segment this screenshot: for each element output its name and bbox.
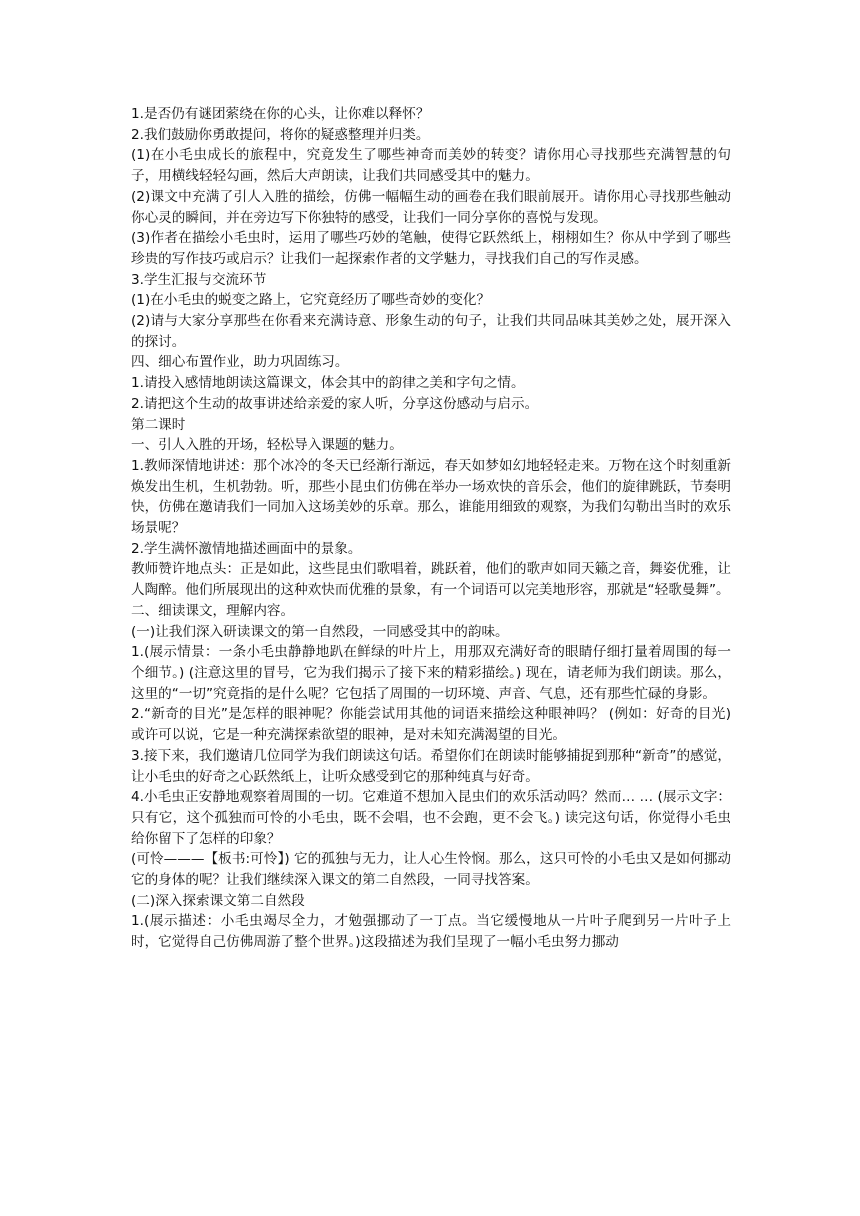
lesson-heading: 第二课时 <box>131 416 186 433</box>
paragraph: (1)在小毛虫成长的旅程中，究竟发生了哪些神奇而美妙的转变？请你用心寻找那些充满智慧的句子，用横线轻轻勾画，然后大声朗读，让我们共同感受其中的魅力。 <box>131 147 731 185</box>
document-page <box>131 104 731 953</box>
paragraph: (3)作者在描绘小毛虫时，运用了哪些巧妙的笔触，使得它跃然纸上，栩栩如生？你从中学到了哪些珍贵的写作技巧或启示？让我们一起探索作者的文学魅力，寻找我们自己的写作灵感。 <box>131 230 731 267</box>
paragraph: (可怜———【板书:可怜】) 它的孤独与无力，让人心生怜悯。那么，这只可怜的小毛虫又是如何挪动它的身体的呢？让我们继续深入课文的第二自然段，一同寻找答案。 <box>131 851 731 889</box>
paragraph: 1.(展示描述：小毛虫竭尽全力，才勉强挪动了一丁点。当它缓慢地从一片叶子爬到另一片叶子上时，它觉得自己仿佛周游了整个世界。)这段描述为我们呈现了一幅小毛虫努力挪动 <box>131 913 731 951</box>
paragraph: (2)课文中充满了引人入胜的描绘，仿佛一幅幅生动的画卷在我们眼前展开。请你用心寻找那些触动你心灵的瞬间，并在旁边写下你独特的感受，让我们一同分享你的喜悦与发现。 <box>131 188 731 226</box>
subsection-heading: (二)深入探索课文第二自然段 <box>131 892 305 909</box>
paragraph: 4.小毛虫正安静地观察着周围的一切。它难道不想加入昆虫们的欢乐活动吗？然而… … (展示文字：只有它，这个孤独而可怜的小毛虫，既不会唱，也不会跑，更不会飞。) 读完这句话，你觉得小毛虫给你留下了怎样的印象？ <box>131 789 731 847</box>
section-heading: 一、引人入胜的开场，轻松导入课题的魅力。 <box>131 437 403 454</box>
section-heading: 3.学生汇报与交流环节 <box>131 271 267 288</box>
subsection-heading: (一)让我们深入研读课文的第一自然段，一同感受其中的韵味。 <box>131 623 509 640</box>
paragraph: 3.接下来，我们邀请几位同学为我们朗读这句话。希望你们在朗读时能够捕捉到那种“新奇”的感觉，让小毛虫的好奇之心跃然纸上，让听众感受到它的那种纯真与好奇。 <box>131 747 731 785</box>
section-heading: 二、细读课文，理解内容。 <box>131 602 295 619</box>
paragraph: 2.学生满怀激情地描述画面中的景象。 <box>131 540 362 557</box>
paragraph: 1.是否仍有谜团萦绕在你的心头，让你难以释怀？ <box>131 106 430 122</box>
paragraph: 2.我们鼓励你勇敢提问，将你的疑惑整理并归类。 <box>131 126 430 143</box>
paragraph: (2)请与大家分享那些在你看来充满诗意、形象生动的句子，让我们共同品味其美妙之处，展开深入的探讨。 <box>131 313 731 350</box>
paragraph: 1.(展示情景：一条小毛虫静静地趴在鲜绿的叶片上，用那双充满好奇的眼睛仔细打量着周围的每一个细节。) (注意这里的冒号，它为我们揭示了接下来的精彩描绘。) 现在，请老师为我们朗读。那么，这里的“一切”究竟指的是什么呢？它包括了周围的一切环境、声音、气息，还有那些忙碌的身影。 <box>131 644 731 702</box>
paragraph: 2.“新奇的目光”是怎样的眼神呢？你能尝试用其他的词语来描绘这种眼神吗？ (例如：好奇的目光) 或许可以说，它是一种充满探索欲望的眼神，是对未知充满渴望的目光。 <box>131 706 731 744</box>
paragraph: 教师赞许地点头：正是如此，这些昆虫们歌唱着，跳跃着，他们的歌声如同天籁之音，舞姿优雅，让人陶醉。他们所展现出的这种欢快而优雅的景象，有一个词语可以完美地形容，那就是“轻歌曼舞”。 <box>131 561 731 599</box>
paragraph: (1)在小毛虫的蜕变之路上，它究竟经历了哪些奇妙的变化？ <box>131 292 491 309</box>
paragraph: 1.请投入感情地朗读这篇课文，体会其中的韵律之美和字句之情。 <box>131 375 525 392</box>
section-heading: 四、细心布置作业，助力巩固练习。 <box>131 354 349 371</box>
paragraph: 1.教师深情地讲述：那个冰冷的冬天已经渐行渐远，春天如梦如幻地轻轻走来。万物在这个时刻重新焕发出生机，生机勃勃。听，那些小昆虫们仿佛在举办一场欢快的音乐会，他们的旋律跳跃，节奏明快，仿佛在邀请我们一同加入这场美妙的乐章。那么，谁能用细致的观察，为我们勾勒出当时的欢乐场景呢？ <box>131 457 731 537</box>
paragraph: 2.请把这个生动的故事讲述给亲爱的家人听，分享这份感动与启示。 <box>131 395 539 412</box>
